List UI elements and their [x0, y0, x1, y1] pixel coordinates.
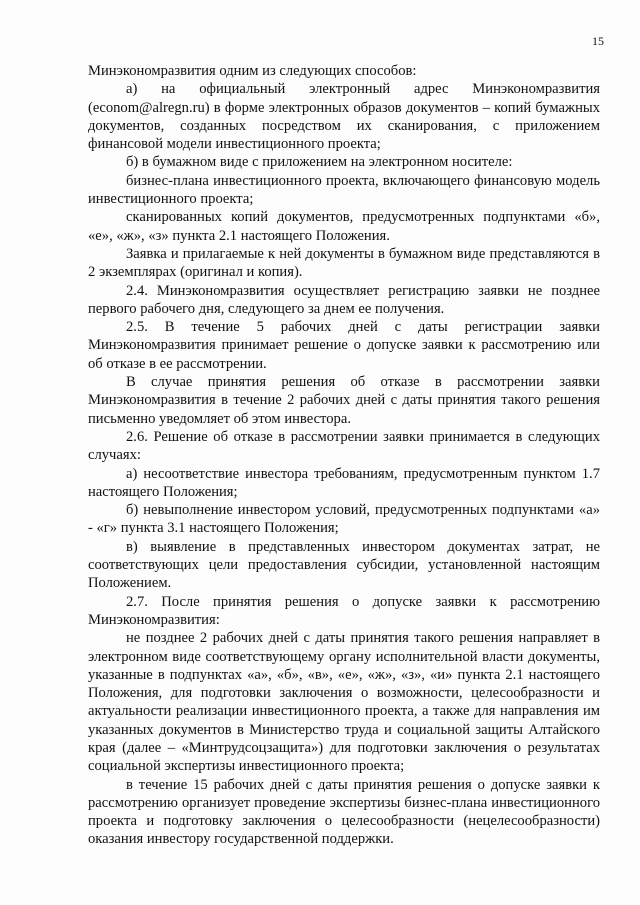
paragraph: в течение 15 рабочих дней с даты принятия решения о допуске заявки к рассмотрению организует проведение экспертизы бизнес-плана инвестиционного проекта и подготовку заключения о целесообразности (нецелесообразности) оказания инвестору государственной поддержки.	[88, 776, 600, 848]
paragraph: Минэкономразвития одним из следующих способов:	[88, 63, 417, 79]
document-body	[88, 62, 600, 849]
paragraph: а) на официальный электронный адрес Минэкономразвития (econom@alregn.ru) в форме электронных образов документов – копий бумажных документов, созданных посредством их сканирования, с приложением финансовой модели инвестиционного проекта;	[88, 81, 600, 153]
paragraph: а) несоответствие инвестора требованиям, предусмотренным пунктом 1.7 настоящего Положения;	[88, 465, 600, 500]
paragraph: в) выявление в представленных инвестором документах затрат, не соответствующих цели предоставления субсидии, установленной настоящим Положением.	[88, 538, 600, 592]
paragraph: 2.5. В течение 5 рабочих дней с даты регистрации заявки Минэкономразвития принимает решение о допуске заявки к рассмотрению или об отказе в ее рассмотрении.	[88, 319, 600, 372]
paragraph: сканированных копий документов, предусмотренных подпунктами «б», «е», «ж», «з» пункта 2.1 настоящего Положения.	[88, 209, 600, 244]
paragraph: б) невыполнение инвестором условий, предусмотренных подпунктами «а» - «г» пункта 3.1 настоящего Положения;	[88, 502, 600, 537]
paragraph: Заявка и прилагаемые к ней документы в бумажном виде представляются в 2 экземплярах (оригинал и копия).	[88, 245, 600, 281]
paragraph: б) в бумажном виде с приложением на электронном носителе:	[126, 154, 513, 171]
paragraph: 2.4. Минэкономразвития осуществляет регистрацию заявки не позднее первого рабочего дня, следующего за днем ее получения.	[88, 282, 600, 317]
paragraph: В случае принятия решения об отказе в рассмотрении заявки Минэкономразвития в течение 2 рабочих дней с даты принятия такого решения письменно уведомляет об этом инвестора.	[88, 374, 600, 427]
paragraph: 2.7. После принятия решения о допуске заявки к рассмотрению Минэкономразвития:	[88, 593, 600, 628]
page-number: 15	[592, 34, 604, 48]
paragraph: бизнес-плана инвестиционного проекта, включающего финансовую модель инвестиционного проекта;	[88, 172, 600, 208]
paragraph: 2.6. Решение об отказе в рассмотрении заявки принимается в следующих случаях:	[88, 428, 600, 464]
paragraph: не позднее 2 рабочих дней с даты принятия такого решения направляет в электронном виде соответствующему органу исполнительной власти документы, указанные в подпунктах «а», «б», «в», «е», «ж», «з», «и» пункта 2.1 настоящего Положения, для подготовки заключения о возможности, целесообразности и актуальности реализации инвестиционного проекта, а также для направления им указанных документов в Министерство труда и социальной защиты Алтайского края (далее – «Минтрудсоцзащита») для подготовки заключения о результатах социальной экспертизы инвестиционного проекта;	[88, 630, 600, 775]
